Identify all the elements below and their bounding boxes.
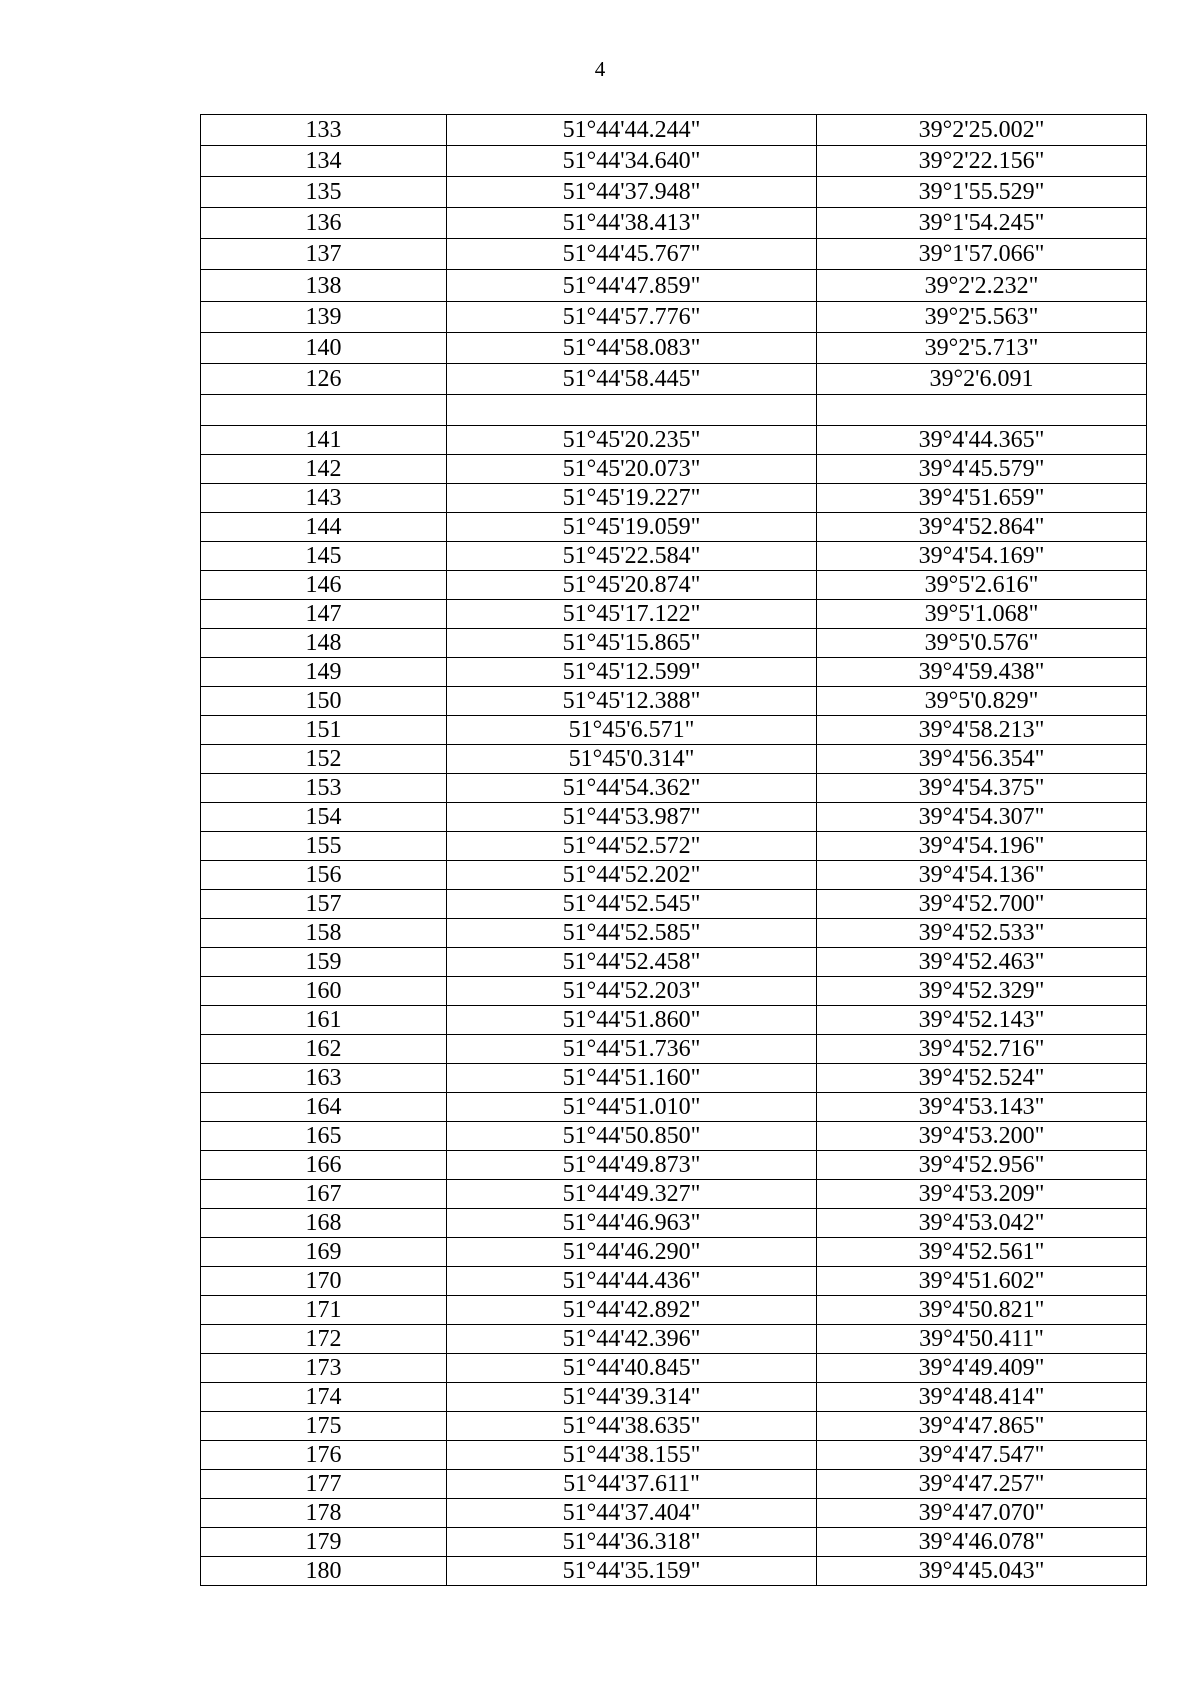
- table-row: [201, 177, 1147, 208]
- table-row: [201, 1411, 1147, 1440]
- longitude-cell: 39°4'51.659": [817, 483, 1147, 512]
- longitude-cell: 39°4'54.196": [817, 831, 1147, 860]
- table-row: [201, 239, 1147, 270]
- table-row: [201, 1295, 1147, 1324]
- table-row: [201, 1121, 1147, 1150]
- longitude-cell: 39°4'54.307": [817, 802, 1147, 831]
- latitude-cell: 51°45'20.235": [447, 425, 817, 454]
- latitude-cell: 51°44'42.396": [447, 1324, 817, 1353]
- point-number-cell: 153: [201, 773, 447, 802]
- latitude-cell: 51°44'34.640": [447, 146, 817, 177]
- point-number-cell: 136: [201, 208, 447, 239]
- latitude-cell: 51°44'38.413": [447, 208, 817, 239]
- latitude-cell: 51°44'52.545": [447, 889, 817, 918]
- point-number-cell: 137: [201, 239, 447, 270]
- table-row: [201, 1469, 1147, 1498]
- longitude-cell: 39°4'54.136": [817, 860, 1147, 889]
- point-number-cell: 147: [201, 599, 447, 628]
- latitude-cell: 51°44'45.767": [447, 239, 817, 270]
- table-row: [201, 657, 1147, 686]
- table-row: [201, 1237, 1147, 1266]
- latitude-cell: 51°44'36.318": [447, 1527, 817, 1556]
- longitude-cell: 39°4'47.547": [817, 1440, 1147, 1469]
- point-number-cell: 177: [201, 1469, 447, 1498]
- longitude-cell: 39°4'47.257": [817, 1469, 1147, 1498]
- longitude-cell: 39°4'52.463": [817, 947, 1147, 976]
- point-number-cell: 164: [201, 1092, 447, 1121]
- table-row: [201, 831, 1147, 860]
- latitude-cell: 51°44'47.859": [447, 270, 817, 301]
- longitude-cell: 39°4'52.716": [817, 1034, 1147, 1063]
- latitude-cell: 51°45'22.584": [447, 541, 817, 570]
- latitude-cell: 51°45'12.388": [447, 686, 817, 715]
- longitude-cell: 39°4'52.533": [817, 918, 1147, 947]
- table-row: [201, 599, 1147, 628]
- longitude-cell: 39°4'52.700": [817, 889, 1147, 918]
- table-row: [201, 1556, 1147, 1585]
- table-row: [201, 301, 1147, 332]
- coordinates-table: [200, 114, 1147, 1586]
- point-number-cell: 160: [201, 976, 447, 1005]
- point-number-cell: 178: [201, 1498, 447, 1527]
- latitude-cell: 51°44'58.445": [447, 363, 817, 394]
- point-number-cell: 175: [201, 1411, 447, 1440]
- table-row: [201, 332, 1147, 363]
- point-number-cell: 135: [201, 177, 447, 208]
- point-number-cell: 167: [201, 1179, 447, 1208]
- latitude-cell: 51°44'58.083": [447, 332, 817, 363]
- table-row: [201, 628, 1147, 657]
- latitude-cell: [447, 394, 817, 425]
- latitude-cell: 51°44'40.845": [447, 1353, 817, 1382]
- table-row: [201, 1498, 1147, 1527]
- longitude-cell: [817, 394, 1147, 425]
- table-row: [201, 976, 1147, 1005]
- latitude-cell: 51°44'37.611": [447, 1469, 817, 1498]
- longitude-cell: 39°5'1.068": [817, 599, 1147, 628]
- point-number-cell: 146: [201, 570, 447, 599]
- latitude-cell: 51°44'52.572": [447, 831, 817, 860]
- longitude-cell: 39°4'56.354": [817, 744, 1147, 773]
- point-number-cell: 169: [201, 1237, 447, 1266]
- latitude-cell: 51°45'17.122": [447, 599, 817, 628]
- table-row: [201, 1527, 1147, 1556]
- latitude-cell: 51°45'19.227": [447, 483, 817, 512]
- longitude-cell: 39°4'53.200": [817, 1121, 1147, 1150]
- longitude-cell: 39°4'52.864": [817, 512, 1147, 541]
- point-number-cell: 154: [201, 802, 447, 831]
- longitude-cell: 39°5'2.616": [817, 570, 1147, 599]
- longitude-cell: 39°2'5.713": [817, 332, 1147, 363]
- latitude-cell: 51°44'46.963": [447, 1208, 817, 1237]
- table-row: [201, 270, 1147, 301]
- latitude-cell: 51°44'44.244": [447, 115, 817, 146]
- latitude-cell: 51°45'20.073": [447, 454, 817, 483]
- longitude-cell: 39°2'22.156": [817, 146, 1147, 177]
- longitude-cell: 39°2'25.002": [817, 115, 1147, 146]
- latitude-cell: 51°44'42.892": [447, 1295, 817, 1324]
- table-row: [201, 483, 1147, 512]
- table-row: [201, 1150, 1147, 1179]
- longitude-cell: 39°4'52.329": [817, 976, 1147, 1005]
- latitude-cell: 51°44'44.436": [447, 1266, 817, 1295]
- longitude-cell: 39°4'50.411": [817, 1324, 1147, 1353]
- longitude-cell: 39°4'47.865": [817, 1411, 1147, 1440]
- point-number-cell: 180: [201, 1556, 447, 1585]
- longitude-cell: 39°4'53.042": [817, 1208, 1147, 1237]
- point-number-cell: [201, 394, 447, 425]
- latitude-cell: 51°45'0.314": [447, 744, 817, 773]
- point-number-cell: 172: [201, 1324, 447, 1353]
- table-row: [201, 570, 1147, 599]
- longitude-cell: 39°4'53.143": [817, 1092, 1147, 1121]
- latitude-cell: 51°44'38.635": [447, 1411, 817, 1440]
- longitude-cell: 39°4'52.143": [817, 1005, 1147, 1034]
- longitude-cell: 39°4'48.414": [817, 1382, 1147, 1411]
- latitude-cell: 51°44'51.160": [447, 1063, 817, 1092]
- point-number-cell: 176: [201, 1440, 447, 1469]
- point-number-cell: 162: [201, 1034, 447, 1063]
- table-row: [201, 715, 1147, 744]
- table-row: [201, 1440, 1147, 1469]
- table-row: [201, 686, 1147, 715]
- point-number-cell: 155: [201, 831, 447, 860]
- longitude-cell: 39°4'52.956": [817, 1150, 1147, 1179]
- latitude-cell: 51°45'20.874": [447, 570, 817, 599]
- point-number-cell: 133: [201, 115, 447, 146]
- latitude-cell: 51°45'19.059": [447, 512, 817, 541]
- latitude-cell: 51°44'35.159": [447, 1556, 817, 1585]
- latitude-cell: 51°44'37.404": [447, 1498, 817, 1527]
- table-row: [201, 947, 1147, 976]
- latitude-cell: 51°44'52.202": [447, 860, 817, 889]
- longitude-cell: 39°4'54.169": [817, 541, 1147, 570]
- longitude-cell: 39°5'0.576": [817, 628, 1147, 657]
- point-number-cell: 126: [201, 363, 447, 394]
- latitude-cell: 51°44'53.987": [447, 802, 817, 831]
- longitude-cell: 39°5'0.829": [817, 686, 1147, 715]
- longitude-cell: 39°4'50.821": [817, 1295, 1147, 1324]
- latitude-cell: 51°44'57.776": [447, 301, 817, 332]
- table-row: [201, 1034, 1147, 1063]
- latitude-cell: 51°44'50.850": [447, 1121, 817, 1150]
- point-number-cell: 163: [201, 1063, 447, 1092]
- table-row: [201, 773, 1147, 802]
- table-row: [201, 512, 1147, 541]
- latitude-cell: 51°44'49.873": [447, 1150, 817, 1179]
- point-number-cell: 158: [201, 918, 447, 947]
- table-row: [201, 146, 1147, 177]
- latitude-cell: 51°44'52.585": [447, 918, 817, 947]
- table-row: [201, 115, 1147, 146]
- point-number-cell: 142: [201, 454, 447, 483]
- point-number-cell: 157: [201, 889, 447, 918]
- point-number-cell: 159: [201, 947, 447, 976]
- table-row: [201, 1208, 1147, 1237]
- longitude-cell: 39°4'47.070": [817, 1498, 1147, 1527]
- table-row: [201, 363, 1147, 394]
- point-number-cell: 150: [201, 686, 447, 715]
- longitude-cell: 39°4'46.078": [817, 1527, 1147, 1556]
- point-number-cell: 151: [201, 715, 447, 744]
- table-row: [201, 394, 1147, 425]
- latitude-cell: 51°45'6.571": [447, 715, 817, 744]
- point-number-cell: 179: [201, 1527, 447, 1556]
- table-row: [201, 1382, 1147, 1411]
- table-row: [201, 425, 1147, 454]
- table-row: [201, 541, 1147, 570]
- table-row: [201, 744, 1147, 773]
- longitude-cell: 39°4'45.579": [817, 454, 1147, 483]
- longitude-cell: 39°1'55.529": [817, 177, 1147, 208]
- page-number: 4: [594, 57, 606, 81]
- longitude-cell: 39°4'49.409": [817, 1353, 1147, 1382]
- point-number-cell: 170: [201, 1266, 447, 1295]
- point-number-cell: 171: [201, 1295, 447, 1324]
- longitude-cell: 39°2'5.563": [817, 301, 1147, 332]
- longitude-cell: 39°4'54.375": [817, 773, 1147, 802]
- point-number-cell: 161: [201, 1005, 447, 1034]
- longitude-cell: 39°4'52.524": [817, 1063, 1147, 1092]
- point-number-cell: 152: [201, 744, 447, 773]
- point-number-cell: 139: [201, 301, 447, 332]
- latitude-cell: 51°45'15.865": [447, 628, 817, 657]
- point-number-cell: 174: [201, 1382, 447, 1411]
- point-number-cell: 140: [201, 332, 447, 363]
- longitude-cell: 39°4'58.213": [817, 715, 1147, 744]
- latitude-cell: 51°44'51.736": [447, 1034, 817, 1063]
- table-row: [201, 1179, 1147, 1208]
- longitude-cell: 39°4'59.438": [817, 657, 1147, 686]
- latitude-cell: 51°44'49.327": [447, 1179, 817, 1208]
- table-row: [201, 1266, 1147, 1295]
- latitude-cell: 51°44'52.203": [447, 976, 817, 1005]
- latitude-cell: 51°45'12.599": [447, 657, 817, 686]
- point-number-cell: 145: [201, 541, 447, 570]
- table-row: [201, 889, 1147, 918]
- point-number-cell: 168: [201, 1208, 447, 1237]
- point-number-cell: 134: [201, 146, 447, 177]
- table-row: [201, 1092, 1147, 1121]
- latitude-cell: 51°44'46.290": [447, 1237, 817, 1266]
- longitude-cell: 39°2'6.091: [817, 363, 1147, 394]
- table-row: [201, 1005, 1147, 1034]
- point-number-cell: 166: [201, 1150, 447, 1179]
- latitude-cell: 51°44'54.362": [447, 773, 817, 802]
- latitude-cell: 51°44'52.458": [447, 947, 817, 976]
- longitude-cell: 39°4'53.209": [817, 1179, 1147, 1208]
- longitude-cell: 39°4'44.365": [817, 425, 1147, 454]
- longitude-cell: 39°4'52.561": [817, 1237, 1147, 1266]
- table-row: [201, 860, 1147, 889]
- point-number-cell: 144: [201, 512, 447, 541]
- longitude-cell: 39°1'54.245": [817, 208, 1147, 239]
- longitude-cell: 39°4'45.043": [817, 1556, 1147, 1585]
- table-row: [201, 918, 1147, 947]
- table-row: [201, 802, 1147, 831]
- point-number-cell: 173: [201, 1353, 447, 1382]
- latitude-cell: 51°44'39.314": [447, 1382, 817, 1411]
- latitude-cell: 51°44'51.010": [447, 1092, 817, 1121]
- longitude-cell: 39°4'51.602": [817, 1266, 1147, 1295]
- latitude-cell: 51°44'37.948": [447, 177, 817, 208]
- latitude-cell: 51°44'38.155": [447, 1440, 817, 1469]
- table-row: [201, 1063, 1147, 1092]
- table-row: [201, 1324, 1147, 1353]
- longitude-cell: 39°1'57.066": [817, 239, 1147, 270]
- point-number-cell: 138: [201, 270, 447, 301]
- point-number-cell: 143: [201, 483, 447, 512]
- table-row: [201, 454, 1147, 483]
- table-row: [201, 208, 1147, 239]
- point-number-cell: 149: [201, 657, 447, 686]
- coordinates-table-body: [201, 115, 1147, 1586]
- point-number-cell: 156: [201, 860, 447, 889]
- longitude-cell: 39°2'2.232": [817, 270, 1147, 301]
- table-row: [201, 1353, 1147, 1382]
- point-number-cell: 141: [201, 425, 447, 454]
- point-number-cell: 148: [201, 628, 447, 657]
- point-number-cell: 165: [201, 1121, 447, 1150]
- latitude-cell: 51°44'51.860": [447, 1005, 817, 1034]
